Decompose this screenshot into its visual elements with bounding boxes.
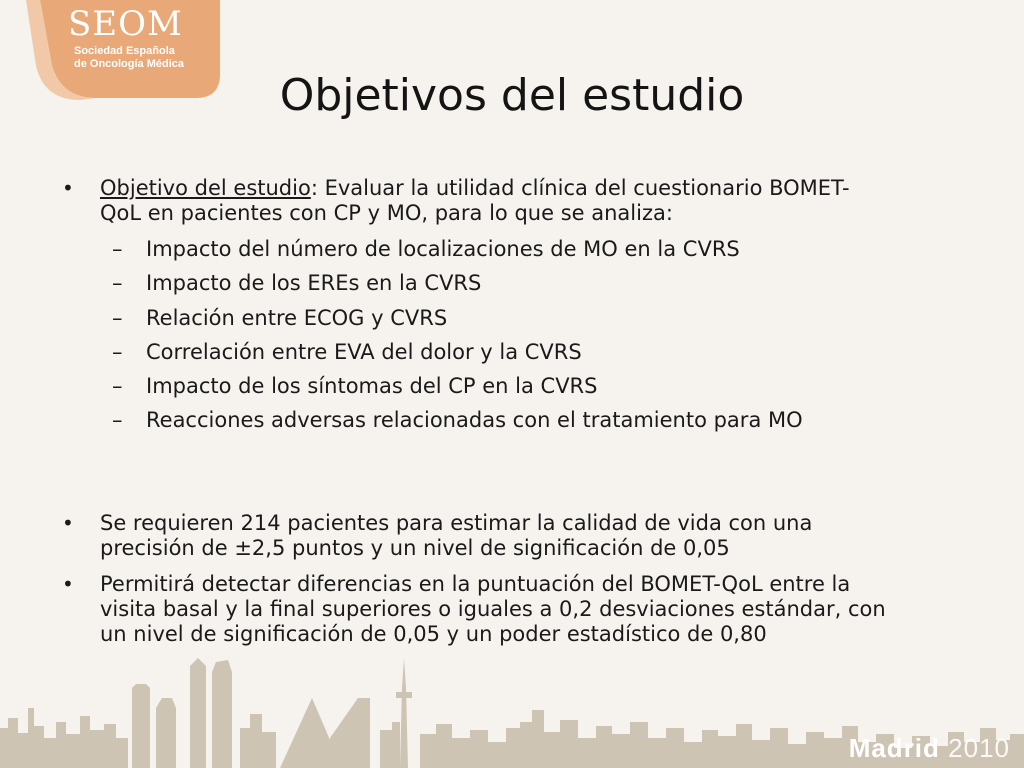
logo-name: SEOM [68,4,183,44]
footer-city: Madrid [848,733,940,763]
sample-size-line2: precisión de ±2,5 puntos y un nivel de significación de 0,05 [100,536,730,560]
detection-line2: visita basal y la final superiores o iguales a 0,2 desviaciones estándar, con [100,597,886,621]
sub-item-text: Impacto de los EREs en la CVRS [146,271,482,295]
sample-size-line1: Se requieren 214 pacientes para estimar la calidad de vida con una [100,511,813,535]
sub-item-text: Reacciones adversas relacionadas con el tratamiento para MO [146,408,803,432]
objective-text-line1: : Evaluar la utilidad clínica del cuestionario BOMET- [310,176,850,200]
objective-label: Objetivo del estudio [100,176,311,200]
sub-item-dash: – [112,237,123,261]
bullet-dot: • [62,176,74,200]
bullet-detection-text [100,572,960,647]
sub-item-text: Impacto de los síntomas del CP en la CVRS [146,374,598,398]
footer-year: 2010 [948,733,1010,763]
sub-item-dash: – [112,408,123,432]
sub-item-dash: – [112,271,123,295]
slide-title: Objetivos del estudio [279,70,745,121]
logo-subtitle-line1: Sociedad Española [74,45,175,57]
detection-line1: Permitirá detectar diferencias en la puntuación del BOMET-QoL entre la [100,572,851,596]
sub-item-text: Relación entre ECOG y CVRS [146,306,448,330]
sub-item-text: Correlación entre EVA del dolor y la CVRS [146,340,582,364]
sub-item-dash: – [112,374,123,398]
sub-item-text: Impacto del número de localizaciones de MO en la CVRS [146,237,740,261]
objective-text-line2: QoL en pacientes con CP y MO, para lo que se analiza: [100,201,673,225]
detection-line3: un nivel de significación de 0,05 y un poder estadístico de 0,80 [100,622,767,646]
bullet-dot: • [62,511,74,535]
logo-subtitle-line2: de Oncología Médica [74,58,185,70]
sub-item-dash: – [112,306,123,330]
bullet-sample-size-text [100,511,960,561]
footer-brand [849,733,1010,764]
sub-item-dash: – [112,340,123,364]
bullet-dot: • [62,572,74,596]
bullet-objective-text [100,176,960,226]
